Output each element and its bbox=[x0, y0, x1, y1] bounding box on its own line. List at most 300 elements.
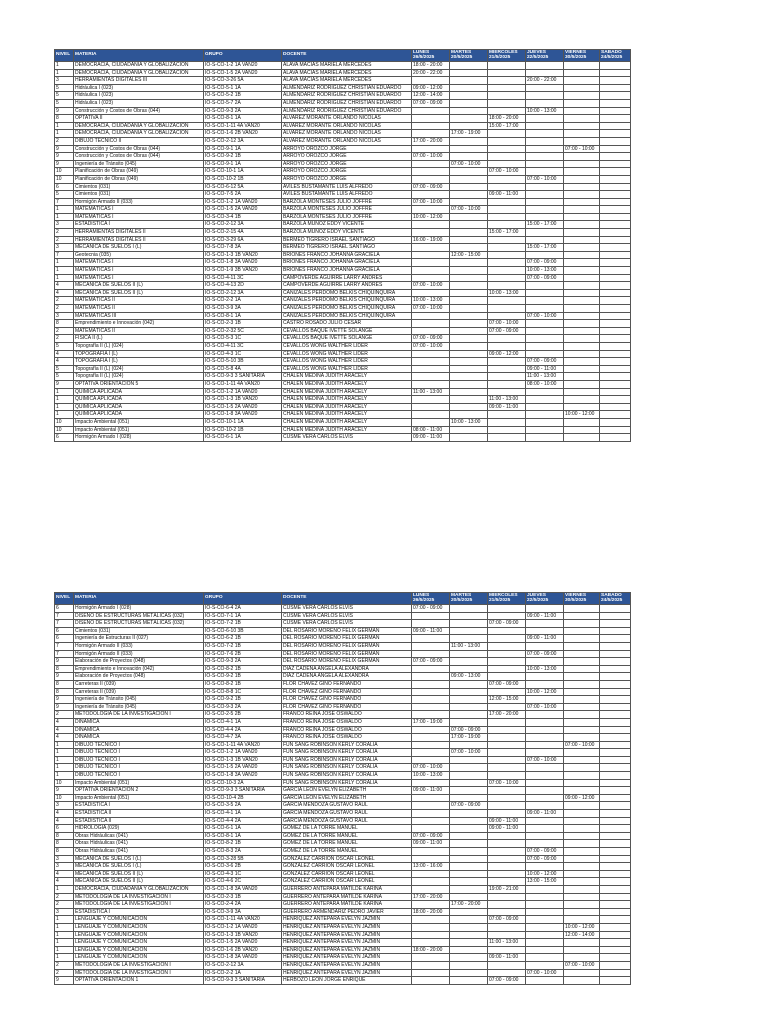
cell-materia: MECÁNICA DE SUELOS I (L) bbox=[74, 863, 204, 871]
cell-grupo: IO-S-CO-4-6 2C bbox=[204, 878, 282, 886]
table-row bbox=[55, 673, 631, 681]
cell-martes: 17:00 - 19:00 bbox=[450, 130, 488, 138]
cell-viernes bbox=[564, 832, 600, 840]
cell-sabado bbox=[600, 380, 631, 388]
cell-nivel: 4 bbox=[55, 878, 74, 886]
cell-grupo: IO-S-CO-10-3 2A bbox=[204, 779, 282, 787]
cell-docente: CEVALLOS WONG WALTHER LIDER bbox=[282, 350, 412, 358]
table-row bbox=[55, 289, 631, 297]
table-row bbox=[55, 183, 631, 191]
cell-jueves bbox=[526, 99, 564, 107]
cell-jueves bbox=[526, 206, 564, 214]
cell-martes bbox=[450, 411, 488, 419]
cell-grupo: IO-S-CO-10-1 1A bbox=[204, 418, 282, 426]
cell-materia: HERRAMIENTAS DIGITALES II bbox=[74, 236, 204, 244]
cell-docente: FLOR CHAVEZ GINO FERNANDO bbox=[282, 703, 412, 711]
cell-docente: FRANCO REINA JOSE OSWALDO bbox=[282, 726, 412, 734]
cell-martes bbox=[450, 878, 488, 886]
cell-nivel: 3 bbox=[55, 855, 74, 863]
cell-materia: QUÍMICA APLICADA bbox=[74, 411, 204, 419]
table-row bbox=[55, 825, 631, 833]
cell-materia: DISEÑO DE ESTRUCTURAS METÁLICAS (032) bbox=[74, 620, 204, 628]
cell-grupo: IO-S-CO-1-3 1B VAN20 bbox=[204, 396, 282, 404]
cell-jueves bbox=[526, 396, 564, 404]
cell-viernes bbox=[564, 946, 600, 954]
cell-materia: MECÁNICA DE SUELOS I (L) bbox=[74, 244, 204, 252]
cell-martes bbox=[450, 426, 488, 434]
cell-viernes bbox=[564, 810, 600, 818]
cell-grupo: IO-S-CO-3-9 3A bbox=[204, 305, 282, 313]
cell-grupo: IO-S-CO-1-8 3A VAN20 bbox=[204, 885, 282, 893]
cell-docente: CUSME VERA CARLOS ELVIS bbox=[282, 612, 412, 620]
cell-sabado bbox=[600, 365, 631, 373]
cell-nivel: 5 bbox=[55, 342, 74, 350]
cell-grupo: IO-S-CO-8-2 1B bbox=[204, 665, 282, 673]
cell-nivel: 3 bbox=[55, 908, 74, 916]
cell-grupo: IO-S-CO-9-3 3 SANITARIA bbox=[204, 373, 282, 381]
cell-jueves: 07:00 - 09:00 bbox=[526, 358, 564, 366]
cell-jueves bbox=[526, 680, 564, 688]
cell-docente: CHALEN MEDINA JUDITH ARACELY bbox=[282, 380, 412, 388]
cell-jueves bbox=[526, 961, 564, 969]
table-row bbox=[55, 635, 631, 643]
cell-materia: DIBUJO TÉCNICO I bbox=[74, 764, 204, 772]
cell-martes bbox=[450, 863, 488, 871]
cell-nivel: 1 bbox=[55, 69, 74, 77]
cell-miercoles bbox=[488, 718, 526, 726]
cell-nivel: 4 bbox=[55, 810, 74, 818]
cell-jueves bbox=[526, 893, 564, 901]
cell-grupo: IO-S-CO-1-8 3A VAN20 bbox=[204, 411, 282, 419]
cell-grupo: IO-S-CO-7-1 1A bbox=[204, 612, 282, 620]
cell-docente: BARZOLA MUÑOZ EDDY VICENTE bbox=[282, 221, 412, 229]
cell-docente: ALVAREZ MORANTE ORLANDO NICOLAS bbox=[282, 130, 412, 138]
cell-martes bbox=[450, 213, 488, 221]
table-row bbox=[55, 145, 631, 153]
col-header-miercoles: MIERCOLES 21/5/2025 bbox=[488, 593, 526, 605]
cell-lunes bbox=[412, 221, 450, 229]
cell-sabado bbox=[600, 612, 631, 620]
cell-miercoles bbox=[488, 673, 526, 681]
cell-jueves bbox=[526, 418, 564, 426]
cell-materia: Impacto Ambiental (051) bbox=[74, 779, 204, 787]
cell-lunes bbox=[412, 939, 450, 947]
cell-miercoles bbox=[488, 658, 526, 666]
cell-materia: Topografía II (L) (024) bbox=[74, 373, 204, 381]
cell-sabado bbox=[600, 749, 631, 757]
cell-docente: CHALEN MEDINA JUDITH ARACELY bbox=[282, 388, 412, 396]
table-row bbox=[55, 153, 631, 161]
cell-grupo: IO-S-CO-4-3 1C bbox=[204, 870, 282, 878]
cell-jueves bbox=[526, 658, 564, 666]
cell-jueves bbox=[526, 802, 564, 810]
cell-martes bbox=[450, 718, 488, 726]
cell-docente: HENRIQUEZ ANTEPARA EVELYN JAZMIN bbox=[282, 916, 412, 924]
cell-jueves bbox=[526, 160, 564, 168]
cell-viernes bbox=[564, 236, 600, 244]
cell-lunes: 16:00 - 19:00 bbox=[412, 236, 450, 244]
cell-viernes bbox=[564, 901, 600, 909]
cell-jueves bbox=[526, 734, 564, 742]
cell-materia: Obras Hidráulicas (041) bbox=[74, 848, 204, 856]
cell-materia: MATEMÁTICAS I bbox=[74, 267, 204, 275]
table-row bbox=[55, 878, 631, 886]
cell-docente: GARCIA MENDOZA GUSTAVO RAUL bbox=[282, 802, 412, 810]
cell-lunes bbox=[412, 244, 450, 252]
cell-grupo: IO-S-CO-1-2 1A VAN20 bbox=[204, 749, 282, 757]
cell-miercoles bbox=[488, 175, 526, 183]
cell-miercoles bbox=[488, 635, 526, 643]
cell-viernes bbox=[564, 954, 600, 962]
table-row bbox=[55, 855, 631, 863]
col-header-jueves: JUEVES 22/5/2025 bbox=[526, 50, 564, 62]
cell-jueves bbox=[526, 411, 564, 419]
cell-sabado bbox=[600, 274, 631, 282]
cell-lunes bbox=[412, 969, 450, 977]
cell-martes bbox=[450, 198, 488, 206]
cell-viernes bbox=[564, 893, 600, 901]
cell-miercoles bbox=[488, 77, 526, 85]
cell-jueves bbox=[526, 403, 564, 411]
cell-materia: MATEMÁTICAS II bbox=[74, 297, 204, 305]
cell-sabado bbox=[600, 198, 631, 206]
cell-martes bbox=[450, 320, 488, 328]
table-row bbox=[55, 244, 631, 252]
cell-viernes bbox=[564, 122, 600, 130]
cell-martes bbox=[450, 680, 488, 688]
cell-sabado bbox=[600, 794, 631, 802]
cell-jueves bbox=[526, 320, 564, 328]
cell-grupo: IO-S-CO-1-2 1A VAN20 bbox=[204, 62, 282, 70]
cell-docente: ARROYO OROZCO JORGE bbox=[282, 153, 412, 161]
cell-jueves: 09:00 - 11:00 bbox=[526, 635, 564, 643]
cell-nivel: 4 bbox=[55, 282, 74, 290]
table-row bbox=[55, 734, 631, 742]
cell-viernes bbox=[564, 726, 600, 734]
cell-martes bbox=[450, 741, 488, 749]
cell-grupo: IO-S-CO-9-1 1A bbox=[204, 145, 282, 153]
cell-sabado bbox=[600, 153, 631, 161]
cell-miercoles bbox=[488, 605, 526, 613]
table-row bbox=[55, 749, 631, 757]
cell-jueves bbox=[526, 251, 564, 259]
cell-martes bbox=[450, 380, 488, 388]
cell-sabado bbox=[600, 961, 631, 969]
cell-grupo: IO-S-CO-8-3 2A bbox=[204, 848, 282, 856]
table-row bbox=[55, 62, 631, 70]
cell-miercoles bbox=[488, 893, 526, 901]
cell-materia: ESTADÍSTICA II bbox=[74, 810, 204, 818]
cell-docente: HENRIQUEZ ANTEPARA EVELYN JAZMIN bbox=[282, 969, 412, 977]
cell-nivel: 7 bbox=[55, 620, 74, 628]
cell-sabado bbox=[600, 969, 631, 977]
cell-nivel: 2 bbox=[55, 305, 74, 313]
cell-nivel: 1 bbox=[55, 213, 74, 221]
cell-docente: FUN SANG ROBINSON KERLY CORALIA bbox=[282, 756, 412, 764]
cell-docente: FLOR CHAVEZ GINO FERNANDO bbox=[282, 688, 412, 696]
cell-viernes bbox=[564, 665, 600, 673]
cell-grupo: IO-S-CO-3-9 3A bbox=[204, 908, 282, 916]
cell-sabado bbox=[600, 931, 631, 939]
cell-viernes bbox=[564, 267, 600, 275]
cell-docente: CUSME VERA CARLOS ELVIS bbox=[282, 620, 412, 628]
cell-martes: 07:00 - 09:00 bbox=[450, 726, 488, 734]
cell-grupo: IO-S-CO-1-8 3A VAN20 bbox=[204, 259, 282, 267]
cell-nivel: 2 bbox=[55, 969, 74, 977]
table-row bbox=[55, 373, 631, 381]
cell-docente: ALMENDARIZ RODRIGUEZ CHRISTIAN EDUARDO bbox=[282, 107, 412, 115]
cell-sabado bbox=[600, 267, 631, 275]
table-row bbox=[55, 885, 631, 893]
table-row bbox=[55, 426, 631, 434]
cell-lunes: 10:00 - 13:00 bbox=[412, 297, 450, 305]
cell-grupo: IO-S-CO-2-3 1B bbox=[204, 320, 282, 328]
cell-nivel: 4 bbox=[55, 358, 74, 366]
cell-sabado bbox=[600, 251, 631, 259]
cell-sabado bbox=[600, 305, 631, 313]
cell-martes: 07:00 - 10:00 bbox=[450, 160, 488, 168]
cell-lunes: 10:00 - 12:00 bbox=[412, 213, 450, 221]
cell-materia: Planificación de Obras (049) bbox=[74, 168, 204, 176]
cell-martes bbox=[450, 779, 488, 787]
cell-materia: DIBUJO TÉCNICO I bbox=[74, 756, 204, 764]
cell-nivel: 3 bbox=[55, 221, 74, 229]
cell-nivel: 6 bbox=[55, 627, 74, 635]
cell-nivel: 8 bbox=[55, 688, 74, 696]
col-header-martes: MARTES 20/5/2025 bbox=[450, 50, 488, 62]
cell-grupo: IO-S-CO-1-6 2B VAN20 bbox=[204, 946, 282, 954]
cell-docente: CEVALLOS WONG WALTHER LIDER bbox=[282, 358, 412, 366]
table-row bbox=[55, 191, 631, 199]
cell-grupo: IO-S-CO-9-3 2A bbox=[204, 703, 282, 711]
cell-lunes bbox=[412, 954, 450, 962]
cell-grupo: IO-S-CO-10-4 2B bbox=[204, 794, 282, 802]
cell-sabado bbox=[600, 221, 631, 229]
cell-docente: ALAVA MACIAS MARIELA MERCEDES bbox=[282, 62, 412, 70]
cell-materia: DEMOCRACIA, CIUDADANIA Y GLOBALIZACIÓN bbox=[74, 122, 204, 130]
cell-nivel: 7 bbox=[55, 198, 74, 206]
cell-viernes bbox=[564, 99, 600, 107]
cell-grupo: IO-S-CO-3-6 2B bbox=[204, 863, 282, 871]
cell-materia: ESTADÍSTICA II bbox=[74, 817, 204, 825]
cell-grupo: IO-S-CO-10-1 1A bbox=[204, 168, 282, 176]
cell-jueves: 11:00 - 13:00 bbox=[526, 373, 564, 381]
cell-miercoles bbox=[488, 908, 526, 916]
cell-materia: MATEMÁTICAS II bbox=[74, 327, 204, 335]
col-header-grupo: GRUPO bbox=[204, 50, 282, 62]
cell-sabado bbox=[600, 848, 631, 856]
cell-docente: HENRIQUEZ ANTEPARA EVELYN JAZMIN bbox=[282, 931, 412, 939]
cell-viernes bbox=[564, 244, 600, 252]
cell-lunes: 07:00 - 10:00 bbox=[412, 198, 450, 206]
cell-materia: FÍSICA II (L) bbox=[74, 335, 204, 343]
cell-viernes: 07:00 - 10:00 bbox=[564, 741, 600, 749]
cell-lunes bbox=[412, 145, 450, 153]
cell-sabado bbox=[600, 772, 631, 780]
cell-lunes bbox=[412, 665, 450, 673]
cell-lunes bbox=[412, 726, 450, 734]
cell-docente: BERMEO TIGRERO ISRAEL SANTIAGO bbox=[282, 244, 412, 252]
cell-lunes bbox=[412, 350, 450, 358]
cell-miercoles bbox=[488, 145, 526, 153]
cell-martes bbox=[450, 77, 488, 85]
cell-docente: CHALEN MEDINA JUDITH ARACELY bbox=[282, 396, 412, 404]
cell-grupo: IO-S-CO-4-13 2D bbox=[204, 282, 282, 290]
cell-jueves: 07:00 - 09:00 bbox=[526, 259, 564, 267]
cell-viernes bbox=[564, 434, 600, 442]
cell-grupo: IO-S-CO-8-2 1B bbox=[204, 680, 282, 688]
cell-materia: LENGUAJE Y COMUNICACIÓN bbox=[74, 946, 204, 954]
cell-nivel: 7 bbox=[55, 642, 74, 650]
cell-viernes bbox=[564, 130, 600, 138]
cell-materia: OPTATIVA ORIENTACIÓN 5 bbox=[74, 380, 204, 388]
cell-sabado bbox=[600, 893, 631, 901]
table-row bbox=[55, 251, 631, 259]
col-header-sabado: SÁBADO 24/5/2025 bbox=[600, 50, 631, 62]
cell-martes bbox=[450, 365, 488, 373]
cell-materia: Impacto Ambiental (051) bbox=[74, 794, 204, 802]
cell-grupo: IO-S-CO-3-5 2A bbox=[204, 802, 282, 810]
cell-docente: ALMENDARIZ RODRIGUEZ CHRISTIAN EDUARDO bbox=[282, 92, 412, 100]
cell-grupo: IO-S-CO-1-2 1A VAN20 bbox=[204, 388, 282, 396]
cell-viernes bbox=[564, 620, 600, 628]
table-row bbox=[55, 969, 631, 977]
cell-martes: 11:00 - 13:00 bbox=[450, 642, 488, 650]
cell-grupo: IO-S-CO-6-4 2A bbox=[204, 605, 282, 613]
cell-grupo: IO-S-CO-1-11 4A VAN20 bbox=[204, 916, 282, 924]
cell-materia: MECÁNICA DE SUELOS I (L) bbox=[74, 855, 204, 863]
cell-materia: MATEMÁTICAS I bbox=[74, 274, 204, 282]
cell-martes bbox=[450, 388, 488, 396]
cell-sabado bbox=[600, 122, 631, 130]
cell-martes bbox=[450, 175, 488, 183]
table-row bbox=[55, 901, 631, 909]
cell-sabado bbox=[600, 870, 631, 878]
cell-docente: GONZALEZ CARRION OSCAR LEONEL bbox=[282, 878, 412, 886]
cell-docente: GOMEZ DE LA TORRE MANUEL bbox=[282, 840, 412, 848]
cell-materia: Construcción y Costos de Obras (044) bbox=[74, 153, 204, 161]
cell-martes bbox=[450, 635, 488, 643]
cell-sabado bbox=[600, 62, 631, 70]
cell-martes bbox=[450, 711, 488, 719]
cell-viernes bbox=[564, 817, 600, 825]
cell-materia: HERRAMIENTAS DIGITALES II bbox=[74, 229, 204, 237]
cell-grupo: IO-S-CO-1-5 2A VAN20 bbox=[204, 764, 282, 772]
cell-miercoles bbox=[488, 388, 526, 396]
cell-nivel: 10 bbox=[55, 418, 74, 426]
cell-grupo: IO-S-CO-9-3 3 SANITARIA bbox=[204, 977, 282, 985]
cell-miercoles bbox=[488, 305, 526, 313]
cell-viernes: 09:00 - 12:00 bbox=[564, 794, 600, 802]
cell-miercoles bbox=[488, 627, 526, 635]
cell-nivel: 9 bbox=[55, 696, 74, 704]
cell-martes bbox=[450, 855, 488, 863]
cell-miercoles bbox=[488, 772, 526, 780]
cell-sabado bbox=[600, 350, 631, 358]
cell-viernes bbox=[564, 297, 600, 305]
cell-martes bbox=[450, 658, 488, 666]
cell-grupo: IO-S-CO-4-11 3C bbox=[204, 274, 282, 282]
cell-martes bbox=[450, 908, 488, 916]
table-row bbox=[55, 236, 631, 244]
cell-martes bbox=[450, 137, 488, 145]
cell-materia: QUÍMICA APLICADA bbox=[74, 396, 204, 404]
cell-viernes bbox=[564, 848, 600, 856]
cell-sabado bbox=[600, 160, 631, 168]
table-row bbox=[55, 259, 631, 267]
cell-jueves bbox=[526, 84, 564, 92]
cell-sabado bbox=[600, 642, 631, 650]
cell-jueves bbox=[526, 787, 564, 795]
cell-grupo: IO-S-CO-7-5 2A bbox=[204, 191, 282, 199]
cell-jueves: 07:00 - 09:00 bbox=[526, 848, 564, 856]
table-row bbox=[55, 282, 631, 290]
cell-miercoles bbox=[488, 848, 526, 856]
cell-docente: DIAZ CADENA ANGELA ALEXANDRA bbox=[282, 665, 412, 673]
table-row bbox=[55, 84, 631, 92]
cell-materia: Hormigón Armado I (028) bbox=[74, 434, 204, 442]
cell-martes bbox=[450, 627, 488, 635]
cell-docente: CAMPOVERDE AGUIRRE LARRY ANDRES bbox=[282, 282, 412, 290]
cell-sabado bbox=[600, 92, 631, 100]
cell-miercoles bbox=[488, 418, 526, 426]
cell-miercoles bbox=[488, 612, 526, 620]
cell-lunes bbox=[412, 130, 450, 138]
table-row bbox=[55, 434, 631, 442]
cell-martes bbox=[450, 396, 488, 404]
cell-martes bbox=[450, 342, 488, 350]
cell-martes: 07:00 - 10:00 bbox=[450, 749, 488, 757]
cell-lunes: 07:00 - 09:00 bbox=[412, 832, 450, 840]
cell-viernes bbox=[564, 627, 600, 635]
cell-docente: CAÑIZALES PERDOMO BELKIS CHIQUINQUIRA bbox=[282, 289, 412, 297]
cell-miercoles bbox=[488, 870, 526, 878]
table-row bbox=[55, 297, 631, 305]
cell-jueves bbox=[526, 741, 564, 749]
cell-martes bbox=[450, 817, 488, 825]
cell-miercoles bbox=[488, 840, 526, 848]
cell-materia: Cimientos (031) bbox=[74, 183, 204, 191]
cell-grupo: IO-S-CO-4-1 1A bbox=[204, 718, 282, 726]
cell-nivel: 9 bbox=[55, 673, 74, 681]
col-header-viernes: VIERNES 30/5/2025 bbox=[564, 593, 600, 605]
table-row bbox=[55, 726, 631, 734]
cell-grupo: IO-S-CO-7-8 3A bbox=[204, 244, 282, 252]
cell-materia: Hormigón Armado I (028) bbox=[74, 605, 204, 613]
cell-miercoles: 19:00 - 21:00 bbox=[488, 885, 526, 893]
cell-viernes bbox=[564, 734, 600, 742]
cell-nivel: 5 bbox=[55, 365, 74, 373]
cell-miercoles bbox=[488, 153, 526, 161]
table-row bbox=[55, 274, 631, 282]
cell-materia: Ingeniería de Tránsito (045) bbox=[74, 703, 204, 711]
cell-miercoles: 09:00 - 11:00 bbox=[488, 825, 526, 833]
cell-jueves bbox=[526, 305, 564, 313]
cell-miercoles bbox=[488, 130, 526, 138]
cell-materia: MATEMÁTICAS III bbox=[74, 312, 204, 320]
cell-nivel: 8 bbox=[55, 680, 74, 688]
cell-nivel: 1 bbox=[55, 274, 74, 282]
cell-martes bbox=[450, 274, 488, 282]
cell-materia: Ingeniería de Estructuras II (027) bbox=[74, 635, 204, 643]
cell-materia: MATEMÁTICAS I bbox=[74, 206, 204, 214]
cell-viernes bbox=[564, 274, 600, 282]
table-row bbox=[55, 221, 631, 229]
table-row bbox=[55, 954, 631, 962]
cell-nivel: 1 bbox=[55, 396, 74, 404]
cell-jueves bbox=[526, 931, 564, 939]
cell-martes bbox=[450, 840, 488, 848]
